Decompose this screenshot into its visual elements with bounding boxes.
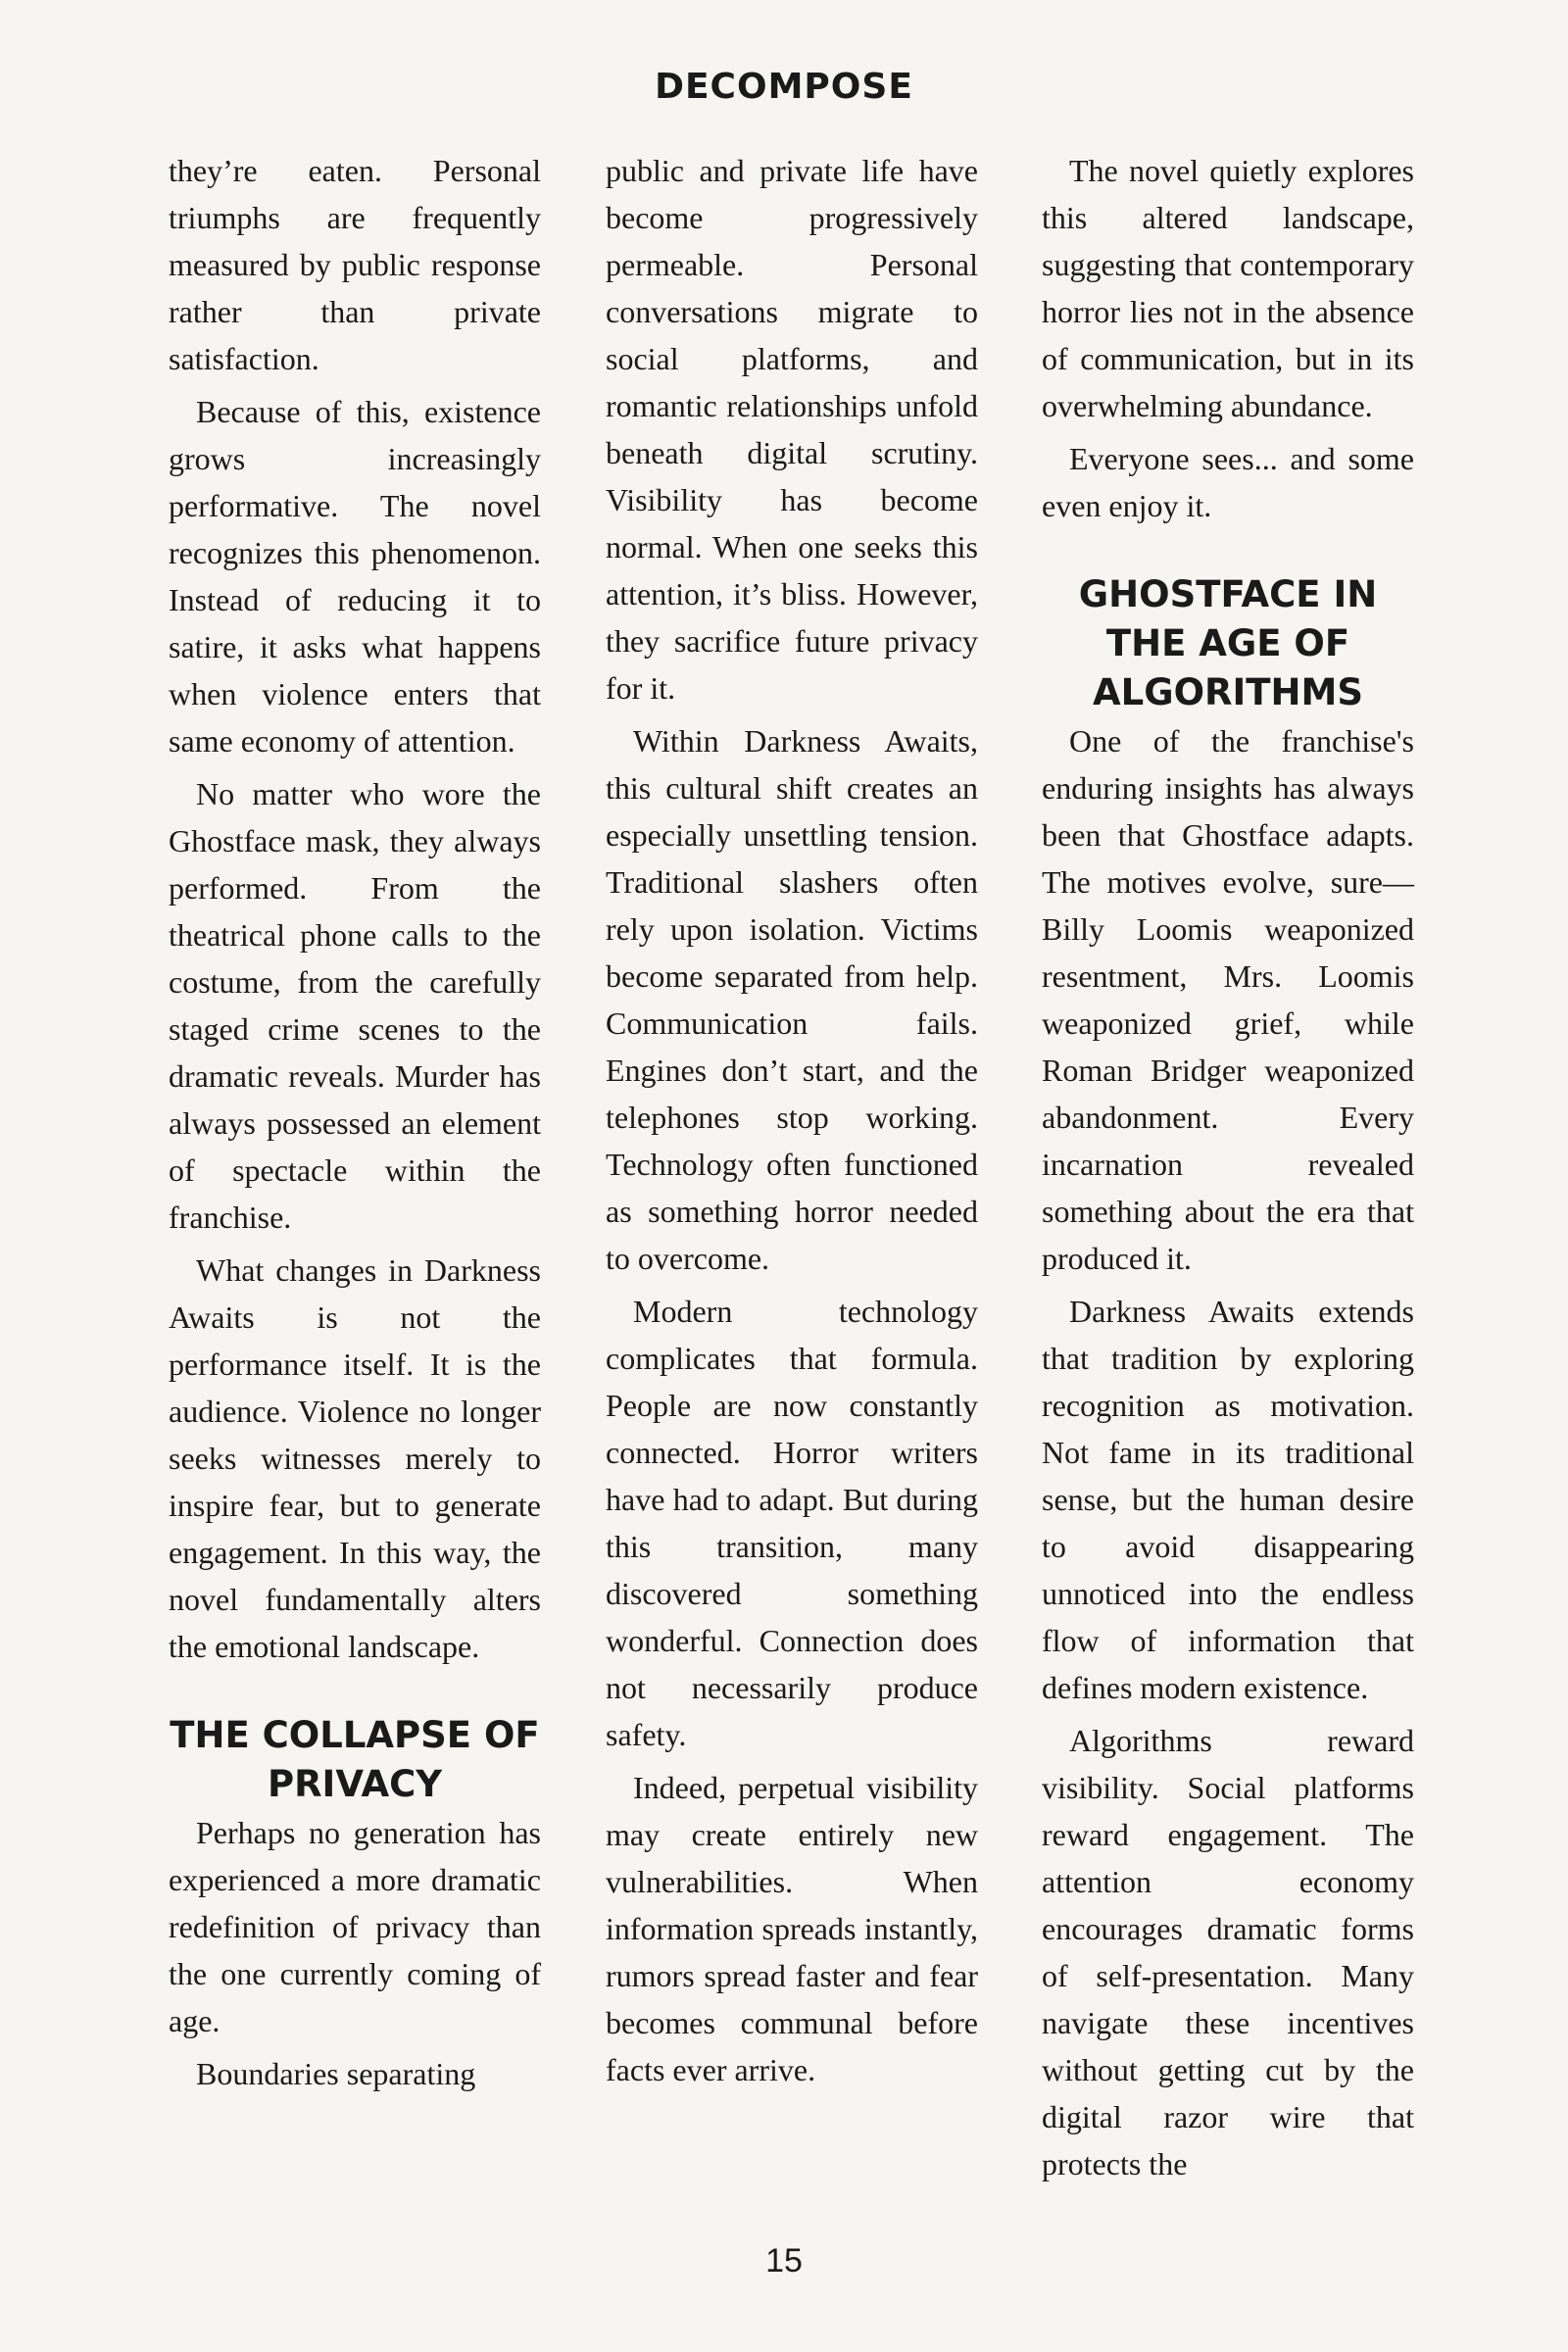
section-heading: THE COLLAPSE OF PRIVACY <box>170 1714 540 1805</box>
body-paragraph: Everyone sees... and some even enjoy it. <box>1042 441 1414 523</box>
body-paragraph: public and private life have become progressively permeable. Personal conversations migrate to social platforms, and romantic relationships unfold beneath digital scrutiny. Visibility has become normal. When one seeks this attention, it’s bliss. However, they sacrifice future privacy for it. <box>606 153 978 706</box>
body-paragraph: What changes in Darkness Awaits is not the performance itself. It is the audience. Violence no longer seeks witnesses merely to inspire fear, but to generate engagement. In this way, the novel fundamentally alters the emotional landscape. <box>169 1252 541 1664</box>
body-paragraph: Modern technology complicates that formula. People are now constantly connected. Horror writers have had to adapt. But during this transition, many discovered something wonderful. Connection does not necessarily produce safety. <box>606 1294 978 1752</box>
body-paragraph: Darkness Awaits extends that tradition by exploring recognition as motivation. Not fame in its traditional sense, but the human desire to avoid disappearing unnoticed into the endless flow of information that defines modern existence. <box>1042 1294 1414 1705</box>
body-paragraph: Algorithms reward visibility. Social platforms reward engagement. The attention economy encourages dramatic forms of self-presentation. Many navigate these incentives without getting cut by the digital razor wire that protects the <box>1042 1723 1414 2181</box>
body-paragraph: One of the franchise's enduring insights has always been that Ghostface adapts. The motives evolve, sure—Billy Loomis weaponized resentment, Mrs. Loomis weaponized grief, while Roman Bridger weaponized abandonment. Every incarnation revealed something about the era that produced it. <box>1042 723 1414 1276</box>
body-paragraph: Perhaps no generation has experienced a more dramatic redefinition of privacy than the one currently coming of age. <box>169 1815 541 2038</box>
column-3 <box>1042 147 1414 2187</box>
column-2 <box>606 147 978 2093</box>
body-paragraph: Because of this, existence grows increasingly performative. The novel recognizes this phenomenon. Instead of reducing it to satire, it asks what happens when violence enters that same economy of attention. <box>169 394 541 759</box>
body-paragraph: Boundaries separating <box>196 2056 476 2091</box>
magazine-masthead: DECOMPOSE <box>655 67 913 107</box>
section-heading: GHOSTFACE IN THE AGE OF ALGORITHMS <box>1078 573 1378 713</box>
body-paragraph: No matter who wore the Ghostface mask, they always performed. From the theatrical phone calls to the costume, from the carefully staged crime scenes to the dramatic reveals. Murder has always possessed an element of spectacle within the franchise. <box>169 776 541 1235</box>
column-1 <box>169 147 541 2097</box>
body-paragraph: The novel quietly explores this altered landscape, suggesting that contemporary horror lies not in the absence of communication, but in its overwhelming abundance. <box>1042 153 1414 423</box>
body-paragraph: they’re eaten. Personal triumphs are frequently measured by public response rather than private satisfaction. <box>169 153 541 376</box>
body-paragraph: Within Darkness Awaits, this cultural shift creates an especially unsettling tension. Traditional slashers often rely upon isolation. Victims become separated from help. Communication fails. Engines don’t start, and the telephones stop working. Technology often functioned as something horror needed to overcome. <box>606 723 978 1276</box>
body-paragraph: Indeed, perpetual visibility may create entirely new vulnerabilities. When information spreads instantly, rumors spread faster and fear becomes communal before facts ever arrive. <box>606 1770 978 2087</box>
page-number: 15 <box>765 2242 803 2279</box>
